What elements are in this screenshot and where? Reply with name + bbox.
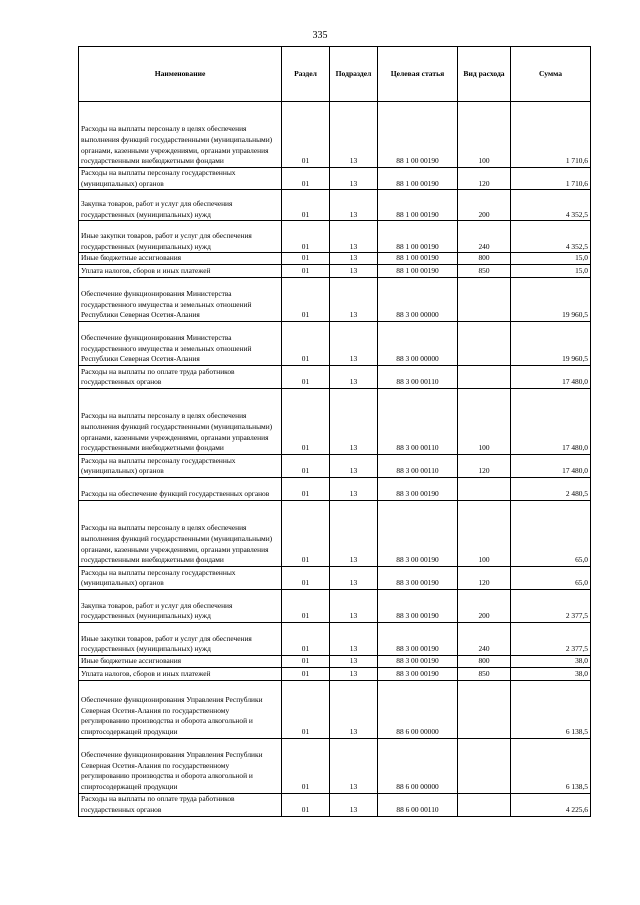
table-row	[79, 567, 591, 590]
row-subsection: 13	[330, 680, 378, 738]
row-target: 88 3 00 00190	[378, 623, 458, 656]
row-section: 01	[282, 501, 330, 567]
table-row	[79, 656, 591, 668]
row-name: Расходы на выплаты по оплате труда работников государственных органов	[79, 366, 282, 389]
row-target: 88 6 00 00110	[378, 793, 458, 816]
row-subsection: 13	[330, 190, 378, 221]
row-expense-type: 800	[458, 253, 511, 265]
row-section: 01	[282, 623, 330, 656]
table-row	[79, 389, 591, 455]
row-section: 01	[282, 567, 330, 590]
row-amount: 1 710,6	[511, 168, 591, 190]
header-amount: Сумма	[511, 47, 591, 102]
row-target: 88 1 00 00190	[378, 102, 458, 168]
row-name: Уплата налогов, сборов и иных платежей	[79, 265, 282, 278]
row-section: 01	[282, 168, 330, 190]
row-target: 88 3 00 00000	[378, 278, 458, 322]
table-row	[79, 623, 591, 656]
row-section: 01	[282, 190, 330, 221]
row-expense-type	[458, 680, 511, 738]
row-target: 88 1 00 00190	[378, 221, 458, 253]
row-name: Расходы на выплаты персоналу в целях обеспечения выполнения функций государственными (муниципальными) органами, казенными учреждениями, органами управления государственными внебюджетными фондами	[79, 501, 282, 567]
row-expense-type: 120	[458, 168, 511, 190]
header-target: Целевая статья	[378, 47, 458, 102]
row-amount: 19 960,5	[511, 322, 591, 366]
row-amount: 17 480,0	[511, 366, 591, 389]
row-subsection: 13	[330, 221, 378, 253]
row-section: 01	[282, 656, 330, 668]
row-name: Расходы на выплаты персоналу в целях обеспечения выполнения функций государственными (муниципальными) органами, казенными учреждениями, органами управления государственными внебюджетными фондами	[79, 389, 282, 455]
row-expense-type	[458, 322, 511, 366]
row-expense-type: 850	[458, 667, 511, 680]
table-row	[79, 221, 591, 253]
table-row	[79, 190, 591, 221]
row-target: 88 1 00 00190	[378, 168, 458, 190]
header-section: Раздел	[282, 47, 330, 102]
row-target: 88 6 00 00000	[378, 680, 458, 738]
row-amount: 17 480,0	[511, 389, 591, 455]
row-name: Расходы на выплаты персоналу государственных (муниципальных) органов	[79, 455, 282, 478]
row-expense-type: 120	[458, 567, 511, 590]
row-section: 01	[282, 738, 330, 793]
row-name: Иные бюджетные ассигнования	[79, 253, 282, 265]
row-expense-type: 240	[458, 221, 511, 253]
row-section: 01	[282, 680, 330, 738]
row-subsection: 13	[330, 590, 378, 623]
row-section: 01	[282, 455, 330, 478]
row-section: 01	[282, 221, 330, 253]
table-row	[79, 793, 591, 816]
budget-table	[78, 46, 591, 817]
row-amount: 38,0	[511, 667, 591, 680]
header-name: Наименование	[79, 47, 282, 102]
row-subsection: 13	[330, 253, 378, 265]
table-row	[79, 168, 591, 190]
row-name: Расходы на обеспечение функций государственных органов	[79, 478, 282, 501]
page-number: 335	[312, 30, 328, 41]
header-subsection: Подраздел	[330, 47, 378, 102]
table-row	[79, 366, 591, 389]
row-section: 01	[282, 253, 330, 265]
row-target: 88 3 00 00110	[378, 455, 458, 478]
row-subsection: 13	[330, 738, 378, 793]
row-expense-type	[458, 478, 511, 501]
row-name: Расходы на выплаты персоналу государственных (муниципальных) органов	[79, 567, 282, 590]
row-expense-type: 850	[458, 265, 511, 278]
row-amount: 2 377,5	[511, 590, 591, 623]
row-target: 88 3 00 00110	[378, 366, 458, 389]
row-name: Иные бюджетные ассигнования	[79, 656, 282, 668]
row-amount: 65,0	[511, 501, 591, 567]
row-target: 88 3 00 00190	[378, 656, 458, 668]
row-target: 88 1 00 00190	[378, 253, 458, 265]
row-target: 88 3 00 00110	[378, 389, 458, 455]
row-subsection: 13	[330, 667, 378, 680]
table-row	[79, 738, 591, 793]
row-section: 01	[282, 102, 330, 168]
table-row	[79, 590, 591, 623]
row-amount: 4 225,6	[511, 793, 591, 816]
row-section: 01	[282, 590, 330, 623]
table-row	[79, 478, 591, 501]
row-name: Обеспечение функционирования Министерства государственного имущества и земельных отношений Республики Северная Осетия-Алания	[79, 278, 282, 322]
row-expense-type	[458, 366, 511, 389]
row-expense-type: 200	[458, 190, 511, 221]
row-target: 88 3 00 00000	[378, 322, 458, 366]
row-subsection: 13	[330, 322, 378, 366]
row-target: 88 3 00 00190	[378, 501, 458, 567]
row-amount: 1 710,6	[511, 102, 591, 168]
row-expense-type: 240	[458, 623, 511, 656]
row-section: 01	[282, 265, 330, 278]
row-amount: 15,0	[511, 265, 591, 278]
row-name: Расходы на выплаты персоналу государственных (муниципальных) органов	[79, 168, 282, 190]
row-name: Расходы на выплаты персоналу в целях обеспечения выполнения функций государственными (муниципальными) органами, казенными учреждениями, органами управления государственными внебюджетными фондами	[79, 102, 282, 168]
table-header-row	[79, 47, 591, 102]
row-section: 01	[282, 278, 330, 322]
table-row	[79, 322, 591, 366]
row-name: Иные закупки товаров, работ и услуг для обеспечения государственных (муниципальных) нужд	[79, 221, 282, 253]
row-name: Уплата налогов, сборов и иных платежей	[79, 667, 282, 680]
row-expense-type: 120	[458, 455, 511, 478]
table-row	[79, 455, 591, 478]
row-subsection: 13	[330, 102, 378, 168]
row-target: 88 1 00 00190	[378, 265, 458, 278]
row-name: Обеспечение функционирования Управления Республики Северная Осетия-Алания по государственному регулированию производства и оборота алкогольной и спиртосодержащей продукции	[79, 680, 282, 738]
row-amount: 2 480,5	[511, 478, 591, 501]
row-expense-type: 100	[458, 501, 511, 567]
row-subsection: 13	[330, 623, 378, 656]
row-expense-type: 200	[458, 590, 511, 623]
row-amount: 2 377,5	[511, 623, 591, 656]
table-row	[79, 278, 591, 322]
row-target: 88 3 00 00190	[378, 590, 458, 623]
row-name: Закупка товаров, работ и услуг для обеспечения государственных (муниципальных) нужд	[79, 190, 282, 221]
row-amount: 4 352,5	[511, 190, 591, 221]
row-expense-type: 100	[458, 389, 511, 455]
table-row	[79, 102, 591, 168]
row-subsection: 13	[330, 567, 378, 590]
row-name: Обеспечение функционирования Управления Республики Северная Осетия-Алания по государственному регулированию производства и оборота алкогольной и спиртосодержащей продукции	[79, 738, 282, 793]
row-subsection: 13	[330, 656, 378, 668]
row-section: 01	[282, 793, 330, 816]
row-subsection: 13	[330, 278, 378, 322]
table-row	[79, 680, 591, 738]
row-expense-type	[458, 278, 511, 322]
row-target: 88 3 00 00190	[378, 667, 458, 680]
row-expense-type: 100	[458, 102, 511, 168]
row-section: 01	[282, 667, 330, 680]
row-subsection: 13	[330, 265, 378, 278]
row-section: 01	[282, 389, 330, 455]
row-amount: 38,0	[511, 656, 591, 668]
row-name: Иные закупки товаров, работ и услуг для обеспечения государственных (муниципальных) нужд	[79, 623, 282, 656]
row-name: Расходы на выплаты по оплате труда работников государственных органов	[79, 793, 282, 816]
header-expense-type: Вид расхода	[458, 47, 511, 102]
row-amount: 4 352,5	[511, 221, 591, 253]
row-section: 01	[282, 366, 330, 389]
row-expense-type: 800	[458, 656, 511, 668]
row-subsection: 13	[330, 793, 378, 816]
row-subsection: 13	[330, 389, 378, 455]
row-target: 88 3 00 00190	[378, 567, 458, 590]
row-expense-type	[458, 738, 511, 793]
row-amount: 19 960,5	[511, 278, 591, 322]
row-subsection: 13	[330, 478, 378, 501]
row-name: Обеспечение функционирования Министерства государственного имущества и земельных отношений Республики Северная Осетия-Алания	[79, 322, 282, 366]
table-body	[79, 102, 591, 817]
row-amount: 6 138,5	[511, 738, 591, 793]
row-amount: 65,0	[511, 567, 591, 590]
table-row	[79, 501, 591, 567]
row-subsection: 13	[330, 501, 378, 567]
row-amount: 6 138,5	[511, 680, 591, 738]
row-subsection: 13	[330, 168, 378, 190]
row-name: Закупка товаров, работ и услуг для обеспечения государственных (муниципальных) нужд	[79, 590, 282, 623]
row-amount: 15,0	[511, 253, 591, 265]
row-target: 88 3 00 00190	[378, 478, 458, 501]
table-row	[79, 265, 591, 278]
row-target: 88 1 00 00190	[378, 190, 458, 221]
row-amount: 17 480,0	[511, 455, 591, 478]
table-row	[79, 667, 591, 680]
table-row	[79, 253, 591, 265]
row-expense-type	[458, 793, 511, 816]
row-section: 01	[282, 322, 330, 366]
row-subsection: 13	[330, 366, 378, 389]
row-subsection: 13	[330, 455, 378, 478]
row-section: 01	[282, 478, 330, 501]
row-target: 88 6 00 00000	[378, 738, 458, 793]
